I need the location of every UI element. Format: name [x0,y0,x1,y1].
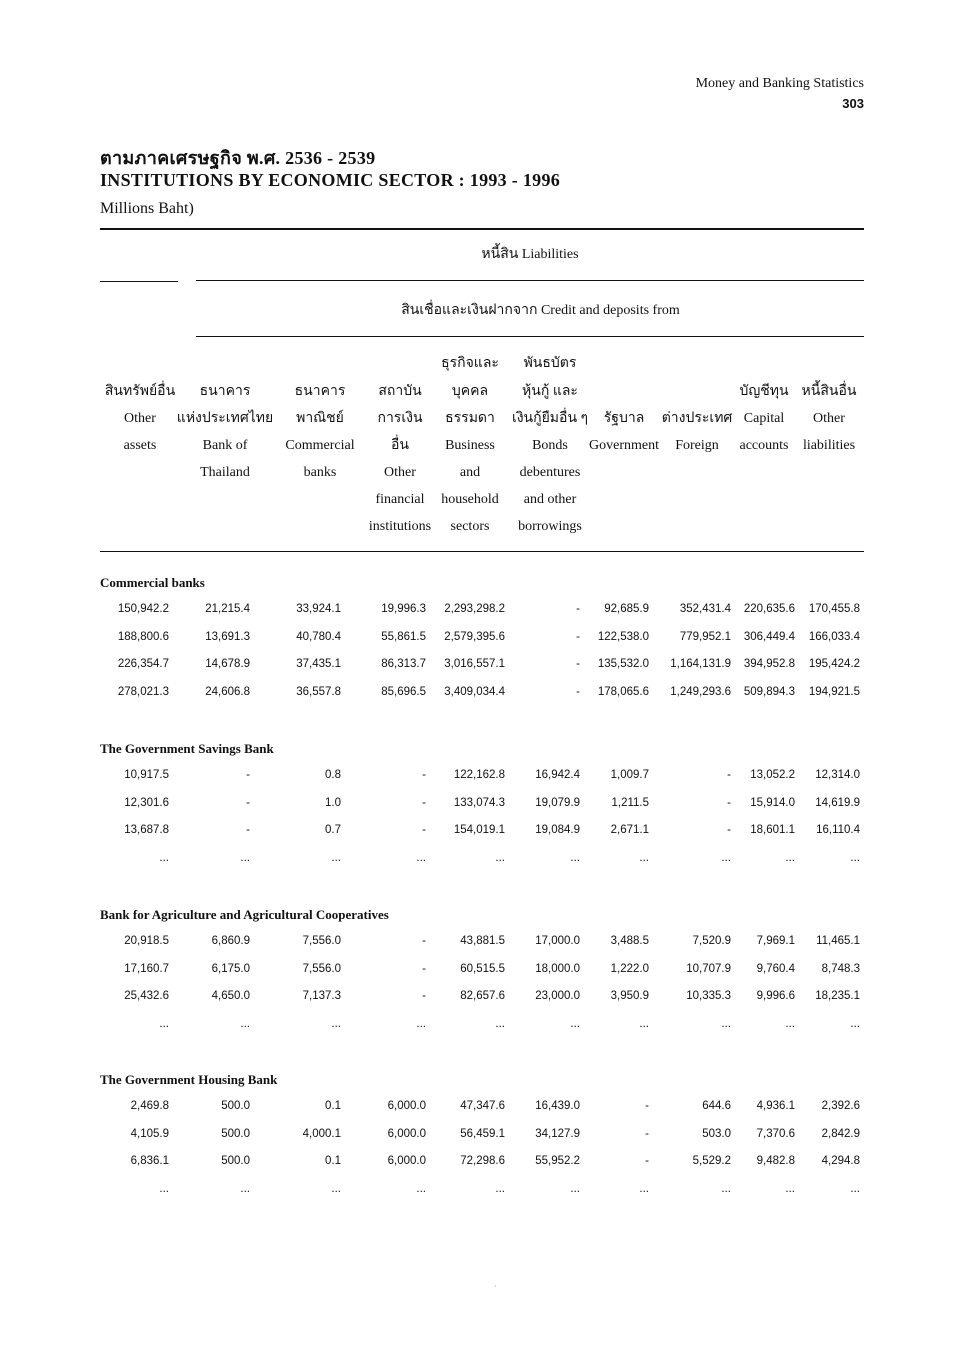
table-cell: ... [850,1018,860,1031]
table-cell: 500.0 [221,1155,250,1168]
table-cell: 13,687.8 [124,824,169,837]
table-cell: 37,435.1 [296,658,341,671]
table-cell: 23,000.0 [535,990,580,1003]
table-cell: 4,936.1 [756,1100,795,1112]
column-header-english: sectors [450,519,490,534]
column-header-english: assets [123,438,157,453]
table-row [0,931,966,951]
column-header-thai: บุคคล [451,384,489,399]
table-cell: 12,314.0 [815,769,860,781]
table-cell: ... [240,852,250,865]
running-head [696,74,864,114]
table-cell: 40,780.4 [296,630,341,643]
table-cell: - [422,935,426,947]
table-cell: 86,313.7 [381,658,426,671]
table-cell: 306,449.4 [743,630,795,643]
table-cell: 122,538.0 [597,630,649,643]
table-cell: 11,465.1 [816,935,860,947]
table-cell: 7,520.9 [692,935,731,947]
table-cell: 14,619.9 [815,796,860,809]
table-row [0,682,966,702]
table-cell: ... [639,852,649,865]
table-cell: - [422,990,426,1003]
column-header-english: debentures [519,465,581,480]
table-cell: ... [159,852,169,865]
table-cell: 10,707.9 [686,962,731,975]
table-cell: ... [495,852,505,865]
table-cell: 55,952.2 [535,1155,580,1168]
section-title: The Government Savings Bank [100,741,274,756]
table-cell: - [422,962,426,975]
table-cell: 15,914.0 [750,796,795,809]
section-title: The Government Housing Bank [100,1072,278,1087]
table-row [0,820,966,840]
table-row [0,986,966,1006]
column-header-english: liabilities [802,438,856,453]
column-header-english: and [459,465,481,480]
column-header-thai: ธนาคาร [294,384,346,399]
table-cell: ... [721,1018,731,1031]
table-cell: ... [785,1018,795,1031]
table-cell: 2,293,298.2 [444,603,505,615]
column-header-english: accounts [739,438,789,453]
table-cell: ... [240,1018,250,1031]
table-cell: 644.6 [702,1100,731,1112]
table-cell: 7,556.0 [302,935,341,947]
table-cell: 21,215.4 [205,603,250,615]
column-header-thai: ต่างประเทศ [661,411,733,426]
table-cell: 194,921.5 [808,686,860,699]
table-cell: 7,556.0 [302,962,341,975]
column-header-english: Other [384,465,416,480]
assets-rule [100,281,178,282]
table-cell: 5,529.2 [692,1155,731,1168]
table-cell: 16,110.4 [816,824,860,837]
table-cell: 195,424.2 [808,658,860,671]
table-cell: 1,164,131.9 [670,658,731,671]
column-header-thai: สินทรัพย์อื่น [104,384,176,399]
table-cell: 16,439.0 [535,1100,580,1112]
table-cell: - [422,796,426,809]
table-cell: 2,671.1 [610,824,649,837]
table-cell: - [576,630,580,643]
table-cell: 18,235.1 [815,990,860,1003]
table-cell: 10,917.5 [124,769,169,781]
table-cell: - [576,686,580,699]
table-cell: 7,137.3 [302,990,341,1003]
liabilities-group-header: หนี้สิน Liabilities [481,247,579,262]
table-cell: ... [331,852,341,865]
table-cell: 2,392.6 [821,1100,860,1112]
table-cell: 92,685.9 [604,603,649,615]
table-cell: 1.0 [325,796,341,809]
table-cell: 6,836.1 [130,1155,169,1168]
table-title-thai: ตามภาคเศรษฐกิจ พ.ศ. 2536 - 2539 [100,148,376,168]
table-cell: 19,996.3 [381,603,426,615]
column-header-thai: ธุรกิจและ [441,356,499,371]
column-header-thai: พาณิชย์ [296,411,344,426]
table-cell: 1,249,293.6 [670,686,731,699]
table-cell: 17,160.7 [124,962,169,975]
column-header-thai: รัฐบาล [603,411,645,426]
table-cell: ... [159,1018,169,1031]
table-cell: 9,482.8 [756,1155,795,1168]
table-cell: 500.0 [221,1100,250,1112]
table-cell: ... [570,1183,580,1196]
table-cell: 19,079.9 [535,796,580,809]
table-cell: ... [331,1183,341,1196]
table-cell: 170,455.8 [808,603,860,615]
table-cell: 188,800.6 [117,630,169,643]
table-cell: 33,924.1 [296,603,341,615]
table-cell: ... [785,852,795,865]
column-header-english: and other [523,492,577,507]
column-header-thai: ธนาคาร [199,384,251,399]
column-header-english: Other [124,411,156,426]
column-header-thai: สถาบัน [378,384,422,399]
table-cell: 4,294.8 [821,1155,860,1168]
table-cell: 500.0 [221,1127,250,1140]
table-row [0,959,966,979]
column-header-english: borrowings [518,519,582,534]
table-cell: - [246,796,250,809]
column-header-english: Government [589,438,659,453]
table-cell: ... [495,1183,505,1196]
scan-speck: · [494,1282,497,1291]
table-cell: 3,488.5 [610,935,649,947]
table-cell: 150,942.2 [117,603,169,615]
table-cell: 133,074.3 [453,796,505,809]
table-row [0,1151,966,1171]
section-title: Commercial banks [100,575,205,590]
column-header-english: Bonds [532,438,568,453]
table-cell: 178,065.6 [597,686,649,699]
table-cell: 8,748.3 [821,962,860,975]
credit-rule [196,336,864,337]
column-header-thai: แห่งประเทศไทย [176,411,274,426]
column-header-english: banks [303,465,337,480]
table-cell: 17,000.0 [535,935,580,947]
column-header-thai: การเงิน [377,411,423,426]
table-cell: 4,105.9 [130,1127,169,1140]
table-cell: 1,222.0 [610,962,649,975]
table-cell: 6,000.0 [387,1155,426,1168]
table-cell: - [727,824,731,837]
table-row [0,1014,966,1034]
table-cell: 60,515.5 [460,962,505,975]
column-header-english: household [441,492,499,507]
table-cell: 36,557.8 [296,686,341,699]
table-cell: 20,918.5 [124,935,169,947]
table-cell: 0.1 [325,1100,341,1112]
table-row [0,848,966,868]
table-cell: 85,696.5 [381,686,426,699]
table-cell: 3,950.9 [610,990,649,1003]
table-cell: 14,678.9 [205,658,250,671]
table-title-english: INSTITUTIONS BY ECONOMIC SECTOR : 1993 - 1996 [100,170,561,190]
table-cell: - [576,603,580,615]
table-cell: 394,952.8 [743,658,795,671]
column-header-thai: เงินกู้ยืมอื่น ๆ [511,411,589,426]
running-title: Money and Banking Statistics [695,76,864,91]
table-row [0,1124,966,1144]
table-cell: - [645,1127,649,1140]
table-cell: 6,000.0 [387,1127,426,1140]
table-cell: 34,127.9 [535,1127,580,1140]
table-cell: - [727,796,731,809]
column-header-english: Commercial [285,438,355,453]
table-cell: - [645,1155,649,1168]
table-row [0,765,966,785]
table-cell: 24,606.8 [205,686,250,699]
table-cell: 1,211.5 [611,796,649,809]
table-cell: 72,298.6 [460,1155,505,1168]
table-cell: - [727,769,731,781]
header-bottom-rule [100,551,864,552]
table-cell: 18,000.0 [535,962,580,975]
column-header-english: Capital [743,411,785,426]
table-cell: 55,861.5 [381,630,426,643]
table-cell: 0.8 [325,769,341,781]
table-cell: 220,635.6 [743,603,795,615]
table-cell: 0.7 [325,824,341,837]
table-cell: 135,532.0 [597,658,649,671]
column-header-english: Foreign [675,438,719,453]
table-cell: - [645,1100,649,1112]
table-cell: 4,650.0 [211,990,250,1003]
table-cell: ... [850,852,860,865]
table-cell: 7,969.1 [756,935,795,947]
table-cell: 43,881.5 [460,935,505,947]
table-cell: ... [331,1018,341,1031]
table-cell: 2,842.9 [821,1127,860,1140]
table-cell: 166,033.4 [808,630,860,643]
table-cell: 56,459.1 [460,1127,505,1140]
table-cell: 10,335.3 [686,990,731,1003]
table-cell: ... [785,1183,795,1196]
table-row [0,599,966,619]
table-cell: ... [850,1183,860,1196]
table-cell: 9,760.4 [756,962,795,975]
table-row [0,793,966,813]
unit-label: Millions Baht) [100,200,194,217]
table-row [0,627,966,647]
column-header-english: financial [375,492,425,507]
table-cell: ... [639,1018,649,1031]
table-cell: 47,347.6 [460,1100,505,1112]
table-cell: 3,016,557.1 [444,658,505,671]
table-cell: ... [639,1183,649,1196]
table-cell: ... [721,1183,731,1196]
column-header-thai: บัญชีทุน [739,384,789,399]
table-cell: - [246,824,250,837]
column-header-english: Business [445,438,495,453]
table-cell: 4,000.1 [302,1127,341,1140]
table-row [0,654,966,674]
top-rule [100,228,864,230]
table-cell: 12,301.6 [124,796,169,809]
column-header-thai: ธรรมดา [445,411,495,426]
table-cell: 25,432.6 [124,990,169,1003]
table-cell: 16,942.4 [535,769,580,781]
table-cell: 7,370.6 [756,1127,795,1140]
column-header-thai: หุ้นกู้ และ [522,384,578,399]
table-cell: 82,657.6 [460,990,505,1003]
table-cell: 2,469.8 [130,1100,169,1112]
table-cell: ... [570,1018,580,1031]
table-cell: 779,952.1 [679,630,731,643]
column-header-english: Bank of [202,438,248,453]
table-cell: 2,579,395.6 [444,630,505,643]
table-cell: ... [159,1183,169,1196]
table-row [0,1179,966,1199]
table-cell: ... [570,852,580,865]
table-cell: ... [240,1183,250,1196]
table-cell: - [576,658,580,671]
table-cell: ... [495,1018,505,1031]
table-cell: - [246,769,250,781]
section-title: Bank for Agriculture and Agricultural Cooperatives [100,907,389,922]
table-cell: 3,409,034.4 [444,686,505,699]
column-header-thai: พันธบัตร [523,356,577,371]
page-number: 303 [842,96,864,111]
table-cell: ... [721,852,731,865]
table-cell: 226,354.7 [117,658,169,671]
table-cell: 18,601.1 [750,824,795,837]
column-header-english: Other [813,411,845,426]
table-cell: - [422,824,426,837]
table-cell: 6,000.0 [387,1100,426,1112]
table-cell: 509,894.3 [743,686,795,699]
table-cell: 278,021.3 [117,686,169,699]
table-cell: 6,860.9 [211,935,250,947]
table-cell: 0.1 [325,1155,341,1168]
table-cell: 154,019.1 [453,824,505,837]
table-cell: ... [416,1183,426,1196]
table-cell: 352,431.4 [679,603,731,615]
table-cell: 122,162.8 [453,769,505,781]
liabilities-rule [196,280,864,281]
column-header-english: Thailand [200,465,250,480]
table-cell: 9,996.6 [756,990,795,1003]
table-cell: ... [416,1018,426,1031]
table-row [0,1096,966,1116]
table-cell: ... [416,852,426,865]
column-header-english: institutions [368,519,432,534]
table-cell: 13,052.2 [750,769,795,781]
table-cell: 19,084.9 [535,824,580,837]
column-header-thai: อื่น [391,438,409,453]
column-header-thai: หนี้สินอื่น [801,384,857,399]
table-cell: 1,009.7 [610,769,649,781]
table-cell: - [422,769,426,781]
table-cell: 13,691.3 [205,630,250,643]
table-cell: 6,175.0 [211,962,250,975]
credit-group-header: สินเชื่อและเงินฝากจาก Credit and deposits from [401,303,680,318]
table-cell: 503.0 [702,1127,731,1140]
